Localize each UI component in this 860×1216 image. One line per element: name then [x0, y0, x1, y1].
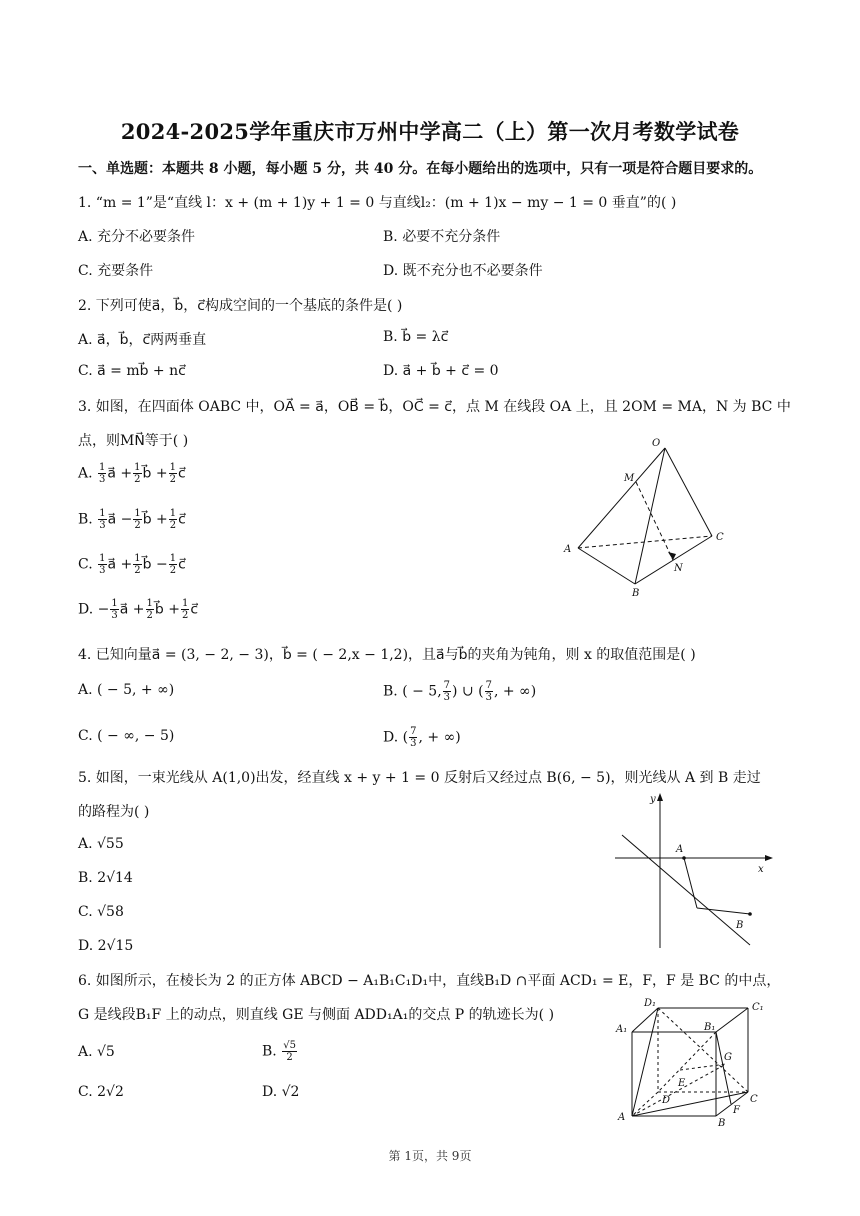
question-3-stem-line2: 点，则MN⃗等于( ): [78, 433, 189, 449]
section-heading: 一、单选题：本题共 8 小题，每小题 5 分，共 40 分。在每小题给出的选项中，只有一项是符合题目要求的。: [78, 161, 763, 177]
label-A: A: [618, 1112, 626, 1123]
label-O: O: [652, 438, 661, 449]
q6-option-c: C. 2√2: [78, 1084, 124, 1100]
label-G: G: [724, 1052, 732, 1063]
label-B: B: [632, 588, 640, 599]
q4-option-a: A. ( − 5, + ∞): [78, 682, 175, 698]
question-5-stem-line1: 5. 如图，一束光线从 A(1,0)出发，经直线 x + y + 1 = 0 反射后又经过点 B(6, − 5)，则光线从 A 到 B 走过: [78, 770, 761, 786]
label-B: B: [736, 920, 744, 931]
q3-option-a: A. $\frac{1}{3}$ a⃗ + $\frac{1}{2}$ b⃗ + $\frac{1}{2}$ c⃗: [78, 462, 186, 485]
label-A: A: [564, 544, 572, 555]
label-x: x: [758, 864, 764, 875]
label-C: C: [750, 1094, 758, 1105]
q1-option-d: D. 既不充分也不必要条件: [383, 263, 543, 279]
label-M: M: [624, 473, 635, 484]
tetrahedron-figure: [560, 434, 740, 604]
question-5-stem-line2: 的路程为( ): [78, 804, 150, 820]
q4-option-d: D. ( $\frac{7}{3}$ , + ∞): [383, 726, 461, 749]
question-1-stem: 1. “m = 1”是“直线 l：x + (m + 1)y + 1 = 0 与直线l₂：(m + 1)x − my − 1 = 0 垂直”的( ): [78, 195, 677, 211]
reflection-figure: [610, 790, 780, 955]
q5-option-d: D. 2√15: [78, 938, 134, 954]
question-2-stem: 2. 下列可使a⃗，b⃗，c⃗构成空间的一个基底的条件是( ): [78, 298, 403, 314]
label-D1: D₁: [644, 998, 657, 1009]
q4-option-c: C. ( − ∞, − 5): [78, 728, 175, 744]
label-E: E: [678, 1078, 686, 1089]
label-B: B: [718, 1118, 726, 1129]
q5-option-a: A. √55: [78, 836, 124, 852]
q2-option-b: B. b⃗ = λc⃗: [383, 329, 449, 345]
page-footer: 第 1页，共 9页: [388, 1149, 472, 1163]
q1-option-a: A. 充分不必要条件: [78, 229, 196, 245]
q3-option-b: B. $\frac{1}{3}$ a⃗ − $\frac{1}{2}$ b⃗ + $\frac{1}{2}$ c⃗: [78, 508, 186, 531]
label-C1: C₁: [752, 1002, 764, 1013]
label-y: y: [650, 794, 656, 805]
q5-option-c: C. √58: [78, 904, 124, 920]
label-A: A: [676, 844, 684, 855]
question-3-stem-line1: 3. 如图，在四面体 OABC 中，OA⃗ = a⃗，OB⃗ = b⃗，OC⃗ = c⃗，点 M 在线段 OA 上，且 2OM = MA，N 为 BC 中: [78, 399, 791, 415]
question-6-stem-line2: G 是线段B₁F 上的动点，则直线 GE 与侧面 ADD₁A₁的交点 P 的轨迹长为( ): [78, 1007, 555, 1023]
q2-option-d: D. a⃗ + b⃗ + c⃗ = 0: [383, 363, 499, 379]
cube-figure: [614, 996, 774, 1131]
question-4-stem: 4. 已知向量a⃗ = (3, − 2, − 3)，b⃗ = ( − 2,x − 1,2)，且a⃗与b⃗的夹角为钝角，则 x 的取值范围是( ): [78, 647, 696, 663]
label-A1: A₁: [616, 1024, 628, 1035]
label-N: N: [674, 563, 683, 574]
q6-option-b: B. $\frac{√5}{2}$: [262, 1040, 296, 1063]
q4-option-b: B. ( − 5, $\frac{7}{3}$ ) ∪ ( $\frac{7}{3}$ , + ∞): [383, 680, 537, 703]
q2-option-a: A. a⃗，b⃗，c⃗两两垂直: [78, 332, 207, 348]
label-D: D: [662, 1095, 671, 1106]
q2-option-c: C. a⃗ = mb⃗ + nc⃗: [78, 363, 186, 379]
label-B1: B₁: [704, 1022, 716, 1033]
q1-option-c: C. 充要条件: [78, 263, 154, 279]
q5-option-b: B. 2√14: [78, 870, 133, 886]
q3-option-c: C. $\frac{1}{3}$ a⃗ + $\frac{1}{2}$ b⃗ − $\frac{1}{2}$ c⃗: [78, 553, 186, 576]
label-C: C: [716, 532, 724, 543]
label-F: F: [733, 1105, 740, 1116]
page-title: 2024-2025学年重庆市万州中学高二（上）第一次月考数学试卷: [120, 119, 740, 144]
question-6-stem-line1: 6. 如图所示，在棱长为 2 的正方体 ABCD − A₁B₁C₁D₁中，直线B₁D ∩平面 ACD₁ = E，F，F 是 BC 的中点，: [78, 973, 781, 989]
q6-option-d: D. √2: [262, 1084, 300, 1100]
q3-option-d: D. − $\frac{1}{3}$ a⃗ + $\frac{1}{2}$ b⃗ + $\frac{1}{2}$ c⃗: [78, 598, 199, 621]
q1-option-b: B. 必要不充分条件: [383, 229, 501, 245]
q6-option-a: A. √5: [78, 1044, 115, 1060]
